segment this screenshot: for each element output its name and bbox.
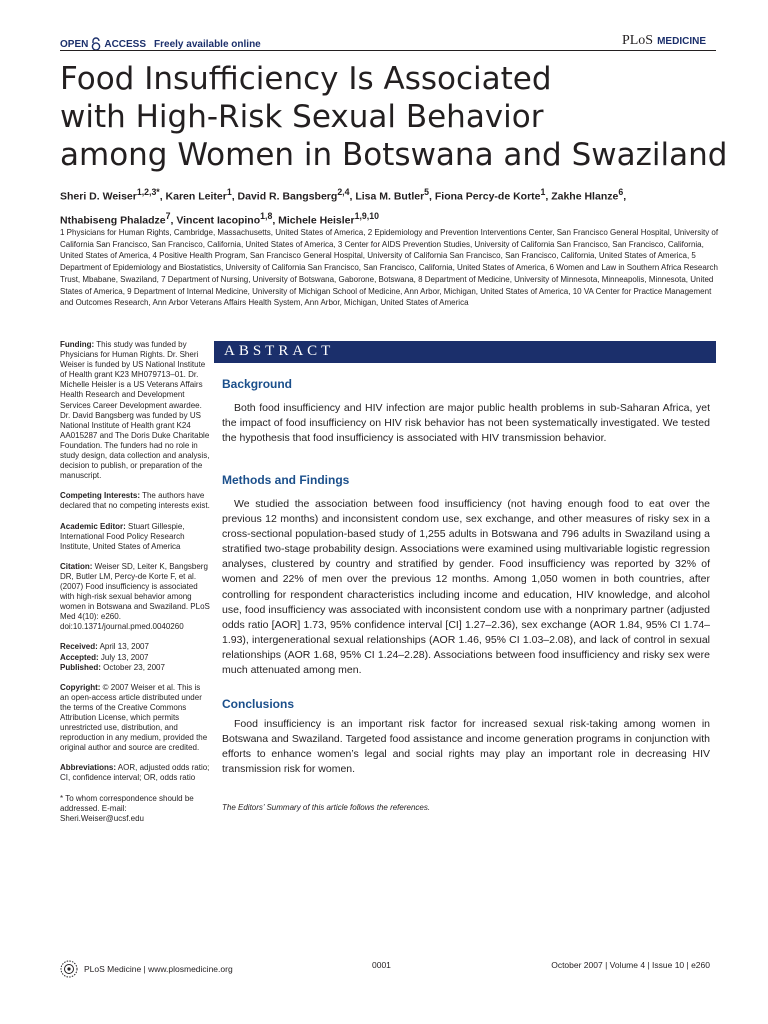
dates-note (60, 642, 210, 672)
author-affiliation-marker: 1 (540, 187, 546, 197)
author-name: , Karen Leiter (159, 190, 227, 203)
abstract-banner (214, 341, 716, 363)
author-affiliation-marker: 6 (618, 187, 624, 197)
published-label: Published: (60, 662, 101, 672)
affiliations: 1 Physicians for Human Rights, Cambridge, Massachusetts, United States of America, 2 Epidemiology and Prevention Interventions Center, San Francisco General Hospital, University of California San Francisco, San Francisco, California, United States of America, 3 Center for AIDS Prevention Studies, University of California San Francisco, San Francisco, California, United States of America, 4 Positive Health Program, San Francisco General Hospital, University of California San Francisco, San Francisco, California, United States of America, 5 Department of Epidemiology and Biostatistics, University of California San Francisco, San Francisco, California, United States of America, 6 Women and Law in Southern Africa Research Trust, Mbabane, Swaziland, 7 Department of Nursing, University of Botswana, Gaborone, Botswana, 8 Department of Medicine, University of Minnesota, Minneapolis, Minnesota, United States of America, 9 Department of Internal Medicine, University of Michigan School of Medicine, Ann Arbor, Michigan, United States of America, 10 VA Center for Practice Management and Outcomes Research, Ann Arbor Veterans Affairs Health System, Ann Arbor, Michigan, United States of America (60, 228, 719, 308)
citation-label: Citation: (60, 561, 93, 571)
academic-editor-note (60, 522, 210, 552)
author-affiliation-marker: 1 (226, 187, 232, 197)
journal-masthead (622, 33, 706, 49)
author-affiliation-marker: 2,4 (337, 187, 350, 197)
header-rule (60, 50, 716, 51)
plos-logo-text: PLoS (621, 33, 654, 48)
published-date: October 23, 2007 (100, 662, 165, 672)
plos-seal-icon (60, 960, 78, 978)
author-name: , Zakhe Hlanze (545, 190, 619, 203)
funding-note (60, 340, 210, 481)
author-name: , Fiona Percy-de Korte (429, 190, 541, 203)
copyright-label: Copyright: (60, 682, 101, 692)
citation-note (60, 562, 210, 633)
editors-summary-note: The Editors’ Summary of this article follows the references. (222, 803, 431, 812)
editor-label: Academic Editor: (60, 521, 126, 531)
abstract-heading: ABSTRACT (224, 343, 335, 359)
copyright-text: © 2007 Weiser et al. This is an open-access article distributed under the terms of the Creative Commons Attribution License, which permits unrestricted use, distribution, and reproduction in any medium, provided the original author and source are credited. (60, 682, 208, 753)
access-label: ACCESS (104, 38, 147, 50)
open-access-banner (60, 37, 261, 51)
correspondence-note: * To whom correspondence should be addressed. E-mail: Sheri.Weiser@ucsf.edu (60, 793, 194, 823)
page-number: 0001 (372, 960, 391, 970)
abbreviations-note (60, 763, 210, 783)
copyright-note (60, 683, 210, 754)
issue-info: October 2007 | Volume 4 | Issue 10 | e260 (551, 960, 710, 970)
methods-heading: Methods and Findings (222, 473, 350, 487)
received-date: April 13, 2007 (97, 642, 149, 652)
author-name: Nthabiseng Phaladze (60, 214, 166, 226)
title-line: with High-Risk Sexual Behavior (60, 99, 544, 135)
author-name: , Michele Heisler (272, 214, 355, 226)
author-affiliation-marker: 1,8 (260, 210, 273, 221)
article-title (60, 60, 728, 174)
author-separator: , (623, 190, 627, 203)
abbreviations-text: AOR, adjusted odds ratio; CI, confidence interval; OR, odds ratio (60, 763, 210, 783)
article-info-sidebar (60, 340, 210, 834)
author-affiliation-marker: 5 (424, 187, 430, 197)
author-name: , David R. Bangsberg (231, 190, 338, 203)
conclusions-text: Food insufficiency is an important risk factor for increased sexual risk-taking among women in Botswana and Swaziland. Targeted food assistance and income generation programs in conjunction with efforts to enhance women’s legal and social rights may play an important role in decreasing HIV transmission risk for women. (222, 718, 710, 776)
competing-label: Competing Interests: (60, 491, 141, 501)
freely-available-label: Freely available online (154, 38, 261, 50)
footer-journal (60, 960, 233, 978)
title-line: among Women in Botswana and Swaziland (60, 137, 728, 173)
background-text: Both food insufficiency and HIV infection are major public health problems in sub-Saharan Africa, yet the impact of food insufficiency on HIV risk behavior has not been systematically investigated. We tested the hypothesis that food insufficiency is associated with HIV transmission behavior. (222, 402, 710, 445)
open-lock-icon (90, 37, 102, 51)
author-affiliation-marker: 7 (165, 210, 171, 221)
funding-label: Funding: (60, 340, 95, 349)
abbreviations-label: Abbreviations: (60, 763, 117, 773)
citation-text: Weiser SD, Leiter K, Bangsberg DR, Butler LM, Percy-de Korte F, et al. (2007) Food insufficiency is associated with high-risk sexual behavior among women in Botswana and Swaziland. PLoS Med 4(10): e260. doi:10.1371/journal.pmed.0040260 (60, 561, 210, 632)
open-label: OPEN (60, 38, 89, 50)
editor-text: Stuart Gillespie, International Food Policy Research Institute, United States of America (60, 521, 185, 551)
author-name: , Vincent Iacopino (170, 214, 261, 226)
author-affiliation-marker: 1,9,10 (354, 210, 379, 221)
author-list (60, 183, 720, 230)
accepted-date: July 13, 2007 (98, 652, 149, 662)
methods-text: We studied the association between food insufficiency (not having enough food to eat over the previous 12 months) and inconsistent condom use, sex exchange, and other measures of risky sex in a cross-sectional population-based study of 1,255 adults in Botswana and 796 adults in Swaziland using a stratified two-stage probability design. Associations were examined using multivariable logistic regression analyses, clustered by country and stratified by gender. Food insufficiency was reported by 32% of women and 22% of men over the previous 12 months. Among 1,050 women in both countries, after controlling for respondent characteristics including income and education, HIV knowledge, and alcohol use, food insufficiency was associated with inconsistent condom use with a nonprimary partner (adjusted odds ratio [AOR] 1.73, 95% confidence interval [CI] 1.27–2.36), sex exchange (AOR 1.84, 95% CI 1.74–1.93), intergenerational sexual relationships (AOR 1.46, 95% CI 1.03–2.08), and lack of control in sexual relationships (AOR 1.68, 95% CI 1.24–2.28). Associations between food insufficiency and risky sex were much attenuated among men. (222, 498, 710, 677)
footer-journal-text: PLoS Medicine | www.plosmedicine.org (84, 964, 233, 974)
medicine-logo-text: MEDICINE (657, 36, 706, 47)
accepted-label: Accepted: (60, 652, 99, 662)
received-label: Received: (60, 642, 98, 652)
author-name: Sheri D. Weiser (60, 190, 137, 203)
funding-text: This study was funded by Physicians for Human Rights. Dr. Sheri Weiser is funded by US National Institute of Health grant K23 MH079713–01. Dr. Michelle Heisler is a US Veterans Affairs Health Research and Development Services Career Development awardee. Dr. David Bangsberg was funded by US National Institute of Health grant K24 AA015287 and The Doris Duke Charitable Foundation. The funders had no role in study design, data collection and analysis, decision to publish, or preparation of the manuscript. (60, 340, 210, 481)
title-line: Food Insufficiency Is Associated (60, 61, 552, 97)
conclusions-heading: Conclusions (222, 697, 295, 711)
author-name: , Lisa M. Butler (349, 190, 425, 203)
competing-interests-note (60, 491, 210, 511)
background-heading: Background (222, 377, 293, 391)
competing-text: The authors have declared that no competing interests exist. (60, 491, 210, 511)
author-affiliation-marker: 1,2,3* (136, 187, 160, 197)
